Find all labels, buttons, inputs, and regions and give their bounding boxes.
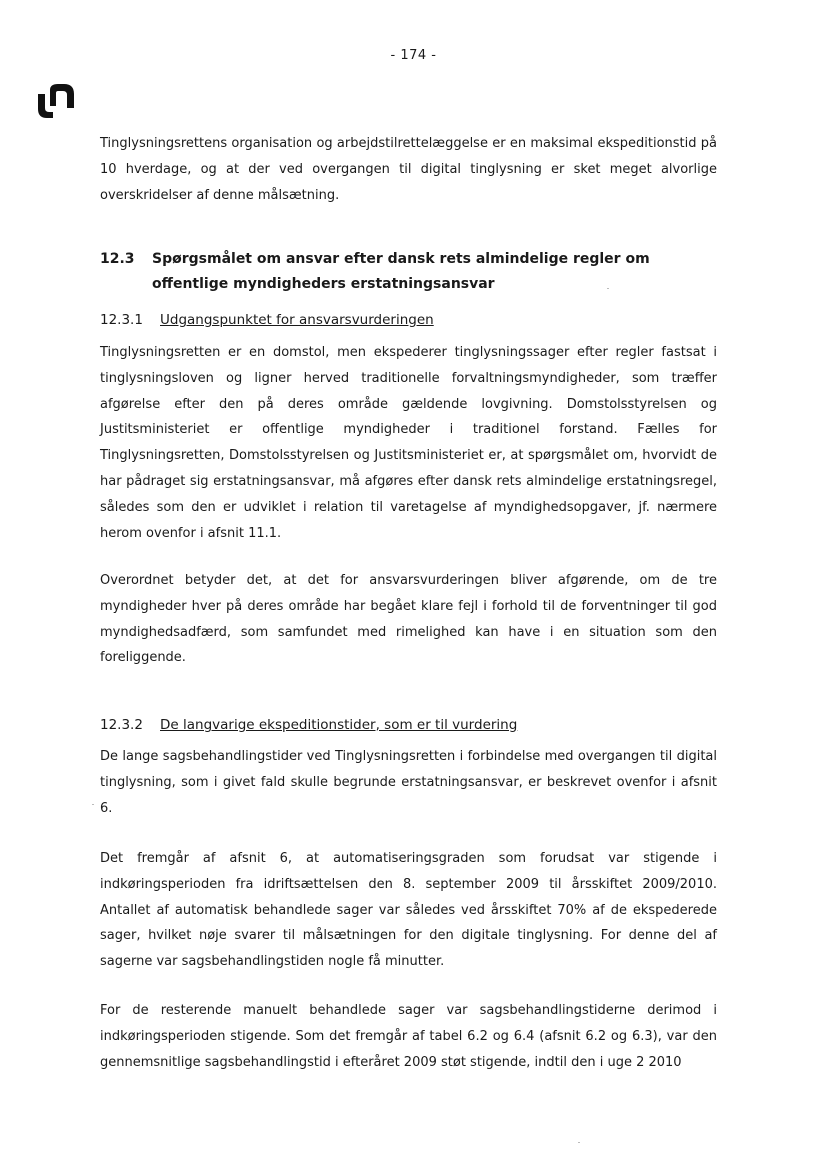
paragraph-4: Det fremgår af afsnit 6, at automatiseringsgraden som forudsat var stigende i indkøringsperioden fra idriftsættelsen den 8. september 2009 til årsskiftet 2009/2010. Antallet af automatisk behandlede sager var således ved årsskiftet 70% af de ekspederede sager, hvilket nøje svarer til målsætningen for den digitale tinglysning. For denne del af sagerne var sagsbehandlingstiden nogle få minutter. <box>100 851 717 970</box>
subsection-number: 12.3.2 <box>100 717 143 733</box>
domstolsstyrelsen-logo-icon <box>36 84 76 118</box>
paragraph-3: De lange sagsbehandlingstider ved Tinglysningsretten i forbindelse med overgangen til digital tinglysning, som i givet fald skulle begrunde erstatningsansvar, er beskrevet ovenfor i afsnit 6. <box>100 749 717 816</box>
paragraph-5: For de resterende manuelt behandlede sager var sagsbehandlingstiderne derimod i indkøringsperioden stigende. Som det fremgår af tabel 6.2 og 6.4 (afsnit 6.2 og 6.3), var den gennemsnitlige sagsbehandlingstid i efteråret 2009 støt stigende, indtil den i uge 2 2010 <box>100 1003 717 1070</box>
scan-speck <box>578 1142 580 1143</box>
paragraph-2: Overordnet betyder det, at det for ansvarsvurderingen bliver afgørende, om de tre myndigheder hver på deres område har begået klare fejl i forhold til de forventninger til god myndighedsadfærd, som samfundet med rimelighed kan have i en situation som den foreliggende. <box>100 573 717 666</box>
subsection-heading-1 <box>100 309 720 331</box>
subsection-title: Udgangspunktet for ansvarsvurderingen <box>160 312 434 328</box>
subsection-number: 12.3.1 <box>100 312 143 328</box>
subsection-heading-2 <box>100 714 720 736</box>
subsection-title: De langvarige ekspeditionstider, som er til vurdering <box>160 717 518 733</box>
scan-speck <box>607 288 609 289</box>
paragraph-1: Tinglysningsretten er en domstol, men ekspederer tinglysningssager efter regler fastsat i tinglysningsloven og ligner herved traditionelle forvaltningsmyndigheder, som træffer afgørelse efter den på deres område gældende lovgivning. Domstolsstyrelsen og Justitsministeriet er offentlige myndigheder i traditionel forstand. Fælles for Tinglysningsretten, Domstolsstyrelsen og Justitsministeriet er, at spørgsmålet om, hvorvidt de har pådraget sig erstatningsansvar, må afgøres efter dansk rets almindelige erstatningsregel, således som den er udviklet i relation til varetagelse af myndighedsopgaver, jf. nærmere herom ovenfor i afsnit 11.1. <box>100 345 717 541</box>
intro-paragraph: Tinglysningsrettens organisation og arbejdstilrettelæggelse er en maksimal ekspeditionstid på 10 hverdage, og at der ved overgangen til digital tinglysning er sket meget alvorlige overskridelser af denne målsætning. <box>100 136 717 203</box>
scan-speck <box>92 804 94 805</box>
page-number: - 174 - <box>390 48 437 63</box>
section-heading <box>100 247 720 297</box>
section-title: Spørgsmålet om ansvar efter dansk rets almindelige regler om offentlige myndigheders erstatningsansvar <box>152 251 650 292</box>
section-number: 12.3 <box>100 251 135 267</box>
